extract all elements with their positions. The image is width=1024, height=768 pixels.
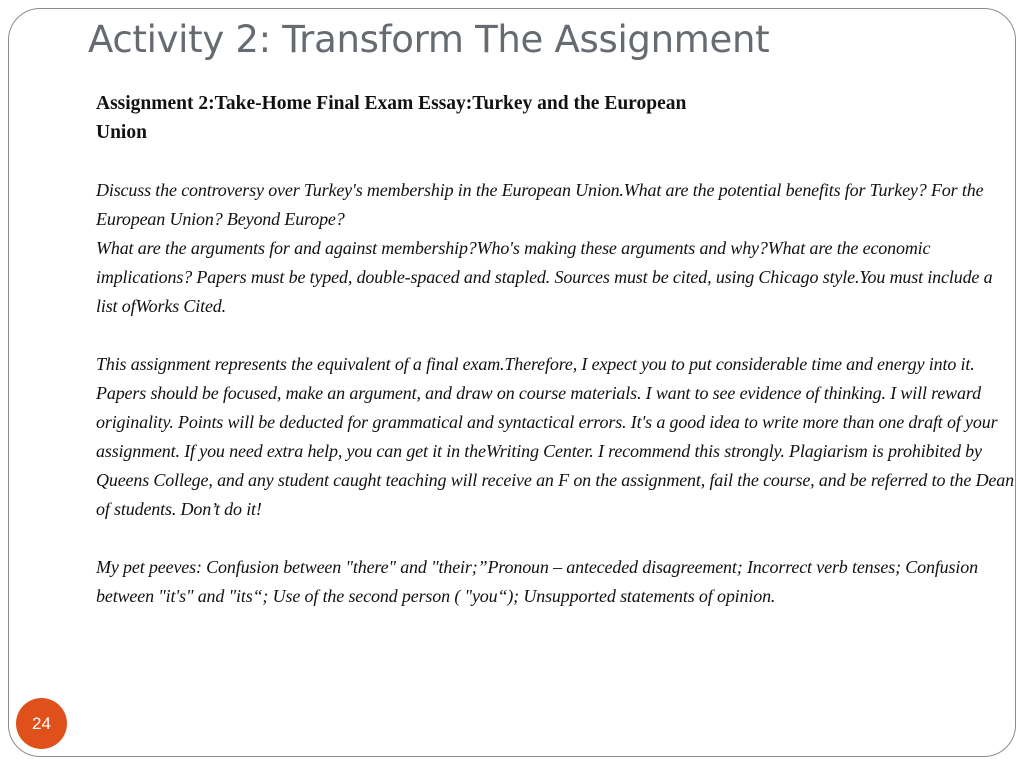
paragraph-arguments: What are the arguments for and against membership?Who's making these arguments and why?What are the economic implications? Papers must be typed, double-spaced and stapled. Sources must be cited, using Chicago style.You must include a list ofWorks Cited. (96, 238, 993, 316)
page-number-badge: 24 (16, 698, 67, 749)
spacer (96, 147, 1018, 176)
paragraph-pet-peeves: My pet peeves: Confusion between "there" and "their;”Pronoun – anteceded disagreement; Incorrect verb tenses; Confusion between "it's" and "its“; Use of the second person ( "you“); Unsupported statements of opinion. (96, 557, 978, 606)
paragraph-expectations: This assignment represents the equivalent of a final exam.Therefore, I expect you to put considerable time and energy into it. Papers should be focused, make an argument, and draw on course materials. I want to see evidence of thinking. I will reward originality. Points will be deducted for grammatical and syntactical errors. It's a good idea to write more than one draft of your assignment. If you need extra help, you can get it in theWriting Center. I recommend this strongly. Plagiarism is prohibited by Queens College, and any student caught teaching will receive an F on the assignment, fail the course, and be referred to the Dean of students. Don’t do it! (96, 354, 1014, 519)
spacer (96, 524, 1018, 553)
assignment-heading: Assignment 2:Take-Home Final Exam Essay:Turkey and the European Union (96, 93, 687, 143)
slide-title: Activity 2: Transform The Assignment (88, 18, 770, 61)
slide-body (96, 89, 1018, 611)
spacer (96, 321, 1018, 350)
paragraph-questions: Discuss the controversy over Turkey's membership in the European Union.What are the potential benefits for Turkey? For the European Union? Beyond Europe? (96, 180, 984, 229)
